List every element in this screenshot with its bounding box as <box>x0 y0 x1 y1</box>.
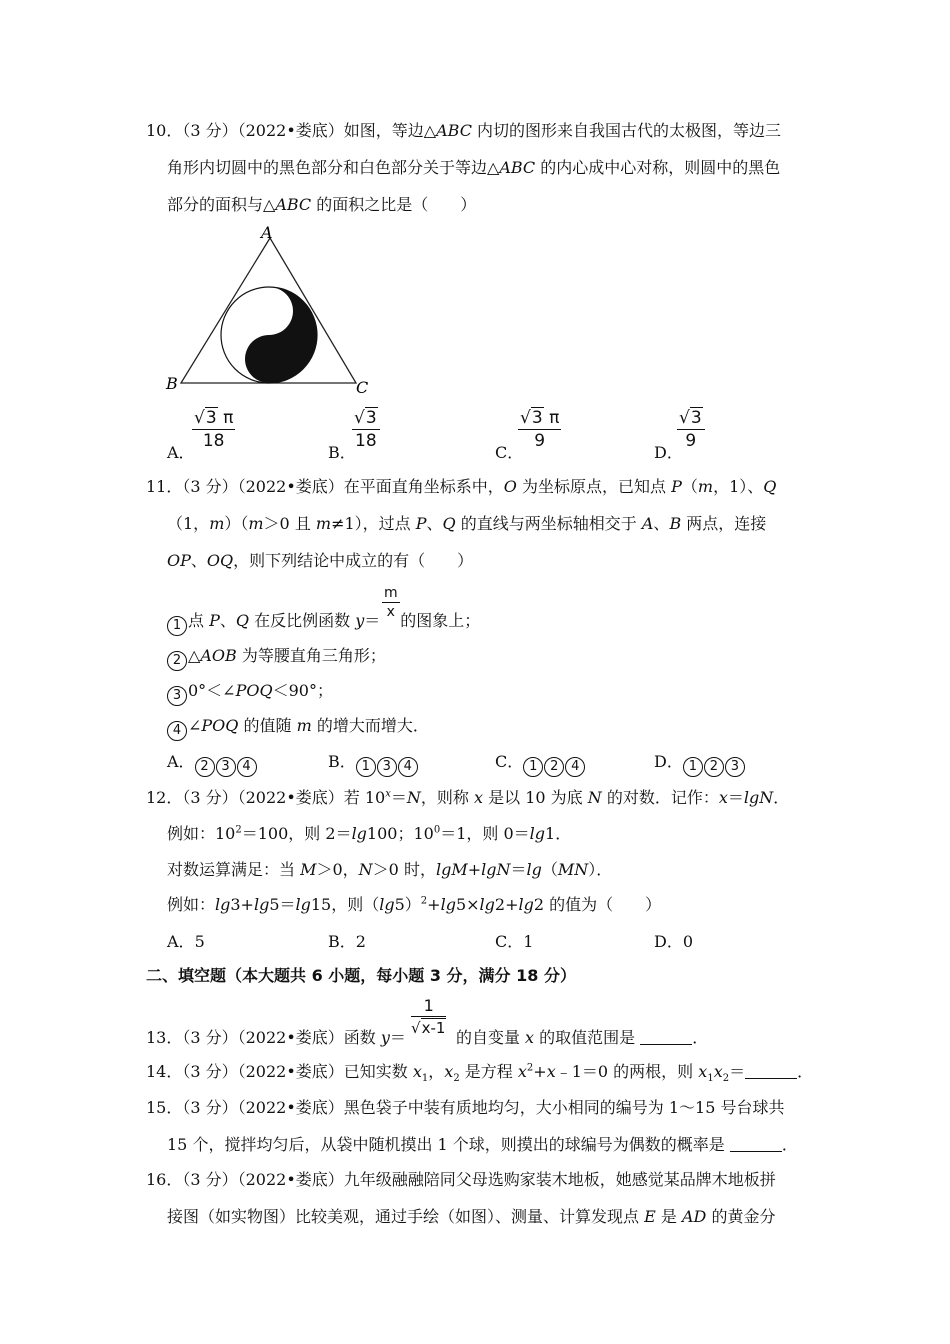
q10-option-c-fraction: $\frac{√3 \pi}{9}$ <box>520 408 560 451</box>
q10-line-1: 10．（3 分）（2022•娄底）如图，等边△ABC 内切的图形来自我国古代的太极图，等边三 <box>146 121 782 140</box>
q14-line: 14．（3 分）（2022•娄底）已知实数 $x_1$，$x_2$ 是方程 $x^2+x﹣1=0$ 的两根，则 $x_1x_2=$ ． <box>146 1062 814 1085</box>
vertex-label-a: A <box>261 223 273 242</box>
q11-option-a: A． 2 3 4 <box>167 749 258 777</box>
q12-option-a: A．5 <box>167 932 205 951</box>
q11-statement-3: 3 0°＜∠POQ＜90°； <box>167 678 333 706</box>
q14-answer-blank[interactable] <box>745 1064 797 1079</box>
q10-option-b-fraction: $\frac{√3}{18}$ <box>352 407 380 451</box>
q11-fraction-m-over-x: $\frac{m}{x}$ <box>384 585 398 620</box>
q11-statement-4: 4 ∠POQ 的值随 m 的增大而增大． <box>167 713 429 741</box>
q11-line-1: 11．（3 分）（2022•娄底）在平面直角坐标系中，O 为坐标原点，已知点 P（m，1）、Q <box>146 477 777 496</box>
q10-option-a-label: A． <box>167 443 195 462</box>
q11-statement-1: 1 点 P、Q 在反比例函数 y＝ 的图象上； <box>167 608 480 636</box>
q11-option-b: B． 1 3 4 <box>328 749 419 777</box>
q11-option-c: C． 1 2 4 <box>495 749 586 777</box>
q12-option-d: D．0 <box>654 932 694 951</box>
q13-line: 13．（3 分）（2022•娄底）函数 y＝ 的自变量 x 的取值范围是 ． <box>146 1028 709 1047</box>
q10-line-2: 角形内切圆中的黑色部分和白色部分关于等边△ABC 的内心成中心对称，则圆中的黑色 <box>167 158 781 177</box>
q16-line-2: 接图（如实物图）比较美观，通过手绘（如图）、测量、计算发现点 E 是 AD 的黄金分 <box>167 1207 776 1226</box>
q11-option-d: D． 1 2 3 <box>654 749 746 777</box>
q13-fraction: $\frac{1}{√x-1}$ <box>411 996 446 1037</box>
q12-line-3: 对数运算满足：当 M＞0，N＞0 时，lgM+lgN＝lg（MN）． <box>167 860 613 879</box>
q16-line-1: 16．（3 分）（2022•娄底）九年级融融陪同父母选购家装木地板，她感觉某品牌木地板拼 <box>146 1170 776 1189</box>
q11-line-2: （1，m）（m＞0 且 m≠1），过点 P、Q 的直线与两坐标轴相交于 A、B 两点，连接 <box>167 514 767 533</box>
q12-line-2: 例如：$10^2=100$，则 2＝lg100；$10^0=1$，则 0＝lg1． <box>167 824 572 843</box>
q13-answer-blank[interactable] <box>640 1030 692 1045</box>
q11-statement-2: 2 △AOB 为等腰直角三角形； <box>167 643 386 671</box>
q10-line-3: 部分的面积与△ABC 的面积之比是（ ） <box>167 195 477 214</box>
taiji-triangle-figure <box>160 222 380 400</box>
q12-option-c: C．1 <box>495 932 534 951</box>
q10-option-c-label: C． <box>495 443 524 462</box>
q10-option-a-fraction: $\frac{√3 \pi}{18}$ <box>194 408 234 451</box>
vertex-label-b: B <box>166 374 178 393</box>
q15-line-1: 15．（3 分）（2022•娄底）黑色袋子中装有质地均匀，大小相同的编号为 1～15 号台球共 <box>146 1098 785 1117</box>
q10-option-d-label: D． <box>654 443 683 462</box>
q15-answer-blank[interactable] <box>730 1137 782 1152</box>
q15-line-2: 15 个，搅拌均匀后，从袋中随机摸出 1 个球，则摸出的球编号为偶数的概率是 ． <box>167 1135 798 1154</box>
q12-line-4: 例如：lg3+lg5＝lg15，则$(\lg 5)^2+\lg 5\times\lg 2+\lg 2$ 的值为（ ） <box>167 895 662 914</box>
q10-option-d-fraction: $\frac{√3}{9}$ <box>677 407 705 451</box>
section-2-heading: 二、填空题（本大题共 6 小题，每小题 3 分，满分 18 分） <box>146 966 576 985</box>
taiji-symbol <box>221 287 317 383</box>
q10-option-b-label: B． <box>328 443 356 462</box>
q12-line-1: 12．（3 分）（2022•娄底）若 $10^x=N$，则称 x 是以 10 为底 N 的对数．记作：x＝lgN． <box>146 788 790 807</box>
vertex-label-c: C <box>356 378 369 397</box>
q11-line-3: OP、OQ，则下列结论中成立的有（ ） <box>167 551 474 570</box>
q12-option-b: B．2 <box>328 932 366 951</box>
